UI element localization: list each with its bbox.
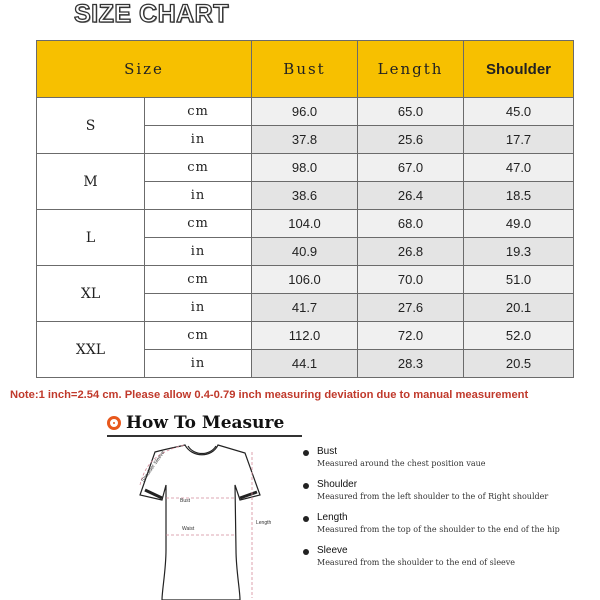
- header-shoulder: Shoulder: [464, 41, 574, 98]
- tshirt-outline: [140, 445, 260, 600]
- length-cell: 67.0: [358, 154, 464, 182]
- length-cell: 25.6: [358, 126, 464, 154]
- measure-title: Shoulder: [317, 479, 358, 490]
- unit-cell: cm: [145, 322, 252, 350]
- diagram-label-shoulder: Shoulder Sleeve: [140, 449, 167, 484]
- size-label: S: [37, 98, 145, 154]
- measure-desc: Measured around the chest position vaue: [317, 459, 486, 468]
- shoulder-cell: 52.0: [464, 322, 574, 350]
- shoulder-cell: 51.0: [464, 266, 574, 294]
- shoulder-cell: 49.0: [464, 210, 574, 238]
- list-item: [300, 446, 590, 470]
- bullet-dot-icon: [303, 549, 309, 555]
- bullet-dot-icon: [303, 450, 309, 456]
- bust-cell: 104.0: [252, 210, 358, 238]
- unit-cell: in: [145, 238, 252, 266]
- length-cell: 26.4: [358, 182, 464, 210]
- measure-desc: Measured from the shoulder to the end of sleeve: [317, 558, 516, 567]
- table-row: [37, 154, 574, 182]
- bust-cell: 106.0: [252, 266, 358, 294]
- shoulder-cell: 17.7: [464, 126, 574, 154]
- bust-cell: 37.8: [252, 126, 358, 154]
- diagram-label-bust: Bust: [180, 498, 191, 504]
- diagram-label-length: Length: [256, 520, 272, 526]
- shoulder-cell: 47.0: [464, 154, 574, 182]
- table-header-row: [37, 41, 574, 98]
- list-item: [300, 545, 590, 569]
- unit-cell: cm: [145, 98, 252, 126]
- bust-cell: 98.0: [252, 154, 358, 182]
- heading-underline: [107, 435, 302, 437]
- unit-cell: cm: [145, 210, 252, 238]
- how-to-measure-title: How To Measure: [126, 413, 285, 433]
- unit-cell: cm: [145, 154, 252, 182]
- unit-cell: in: [145, 350, 252, 378]
- unit-cell: in: [145, 126, 252, 154]
- how-to-measure-heading: [107, 413, 284, 433]
- bust-cell: 40.9: [252, 238, 358, 266]
- size-chart-table: [36, 40, 574, 378]
- measurement-note: Note:1 inch=2.54 cm. Please allow 0.4-0.79 inch measuring deviation due to manual measurement: [10, 389, 529, 401]
- bust-cell: 96.0: [252, 98, 358, 126]
- table-row: [37, 266, 574, 294]
- header-length: Length: [358, 41, 464, 98]
- bust-cell: 112.0: [252, 322, 358, 350]
- shoulder-cell: 20.1: [464, 294, 574, 322]
- list-item: [300, 479, 590, 503]
- diagram-label-waist: Waist: [182, 526, 195, 532]
- bust-cell: 41.7: [252, 294, 358, 322]
- length-cell: 28.3: [358, 350, 464, 378]
- bullet-dot-icon: [303, 516, 309, 522]
- length-cell: 65.0: [358, 98, 464, 126]
- length-cell: 72.0: [358, 322, 464, 350]
- length-cell: 68.0: [358, 210, 464, 238]
- tshirt-diagram: [100, 440, 300, 600]
- unit-cell: in: [145, 182, 252, 210]
- measure-desc: Measured from the top of the shoulder to the end of the hip: [317, 525, 560, 534]
- header-bust: Bust: [252, 41, 358, 98]
- bullet-circle-icon: [107, 416, 121, 430]
- shoulder-cell: 45.0: [464, 98, 574, 126]
- measure-desc: Measured from the left shoulder to the of Right shoulder: [317, 492, 549, 501]
- length-cell: 26.8: [358, 238, 464, 266]
- measure-instructions: [300, 446, 590, 578]
- shoulder-cell: 20.5: [464, 350, 574, 378]
- size-label: XL: [37, 266, 145, 322]
- size-chart-title: SIZE CHART: [74, 0, 229, 28]
- shoulder-cell: 19.3: [464, 238, 574, 266]
- size-label: L: [37, 210, 145, 266]
- unit-cell: in: [145, 294, 252, 322]
- shoulder-cell: 18.5: [464, 182, 574, 210]
- table-row: [37, 210, 574, 238]
- length-cell: 70.0: [358, 266, 464, 294]
- list-item: [300, 512, 590, 536]
- bullet-dot-icon: [303, 483, 309, 489]
- size-label: XXL: [37, 322, 145, 378]
- measure-title: Length: [317, 512, 348, 523]
- table-row: [37, 322, 574, 350]
- bust-cell: 44.1: [252, 350, 358, 378]
- header-size: Size: [37, 41, 252, 98]
- bust-cell: 38.6: [252, 182, 358, 210]
- measure-title: Bust: [317, 446, 338, 457]
- table-row: [37, 98, 574, 126]
- unit-cell: cm: [145, 266, 252, 294]
- measure-title: Sleeve: [317, 545, 348, 556]
- length-cell: 27.6: [358, 294, 464, 322]
- size-label: M: [37, 154, 145, 210]
